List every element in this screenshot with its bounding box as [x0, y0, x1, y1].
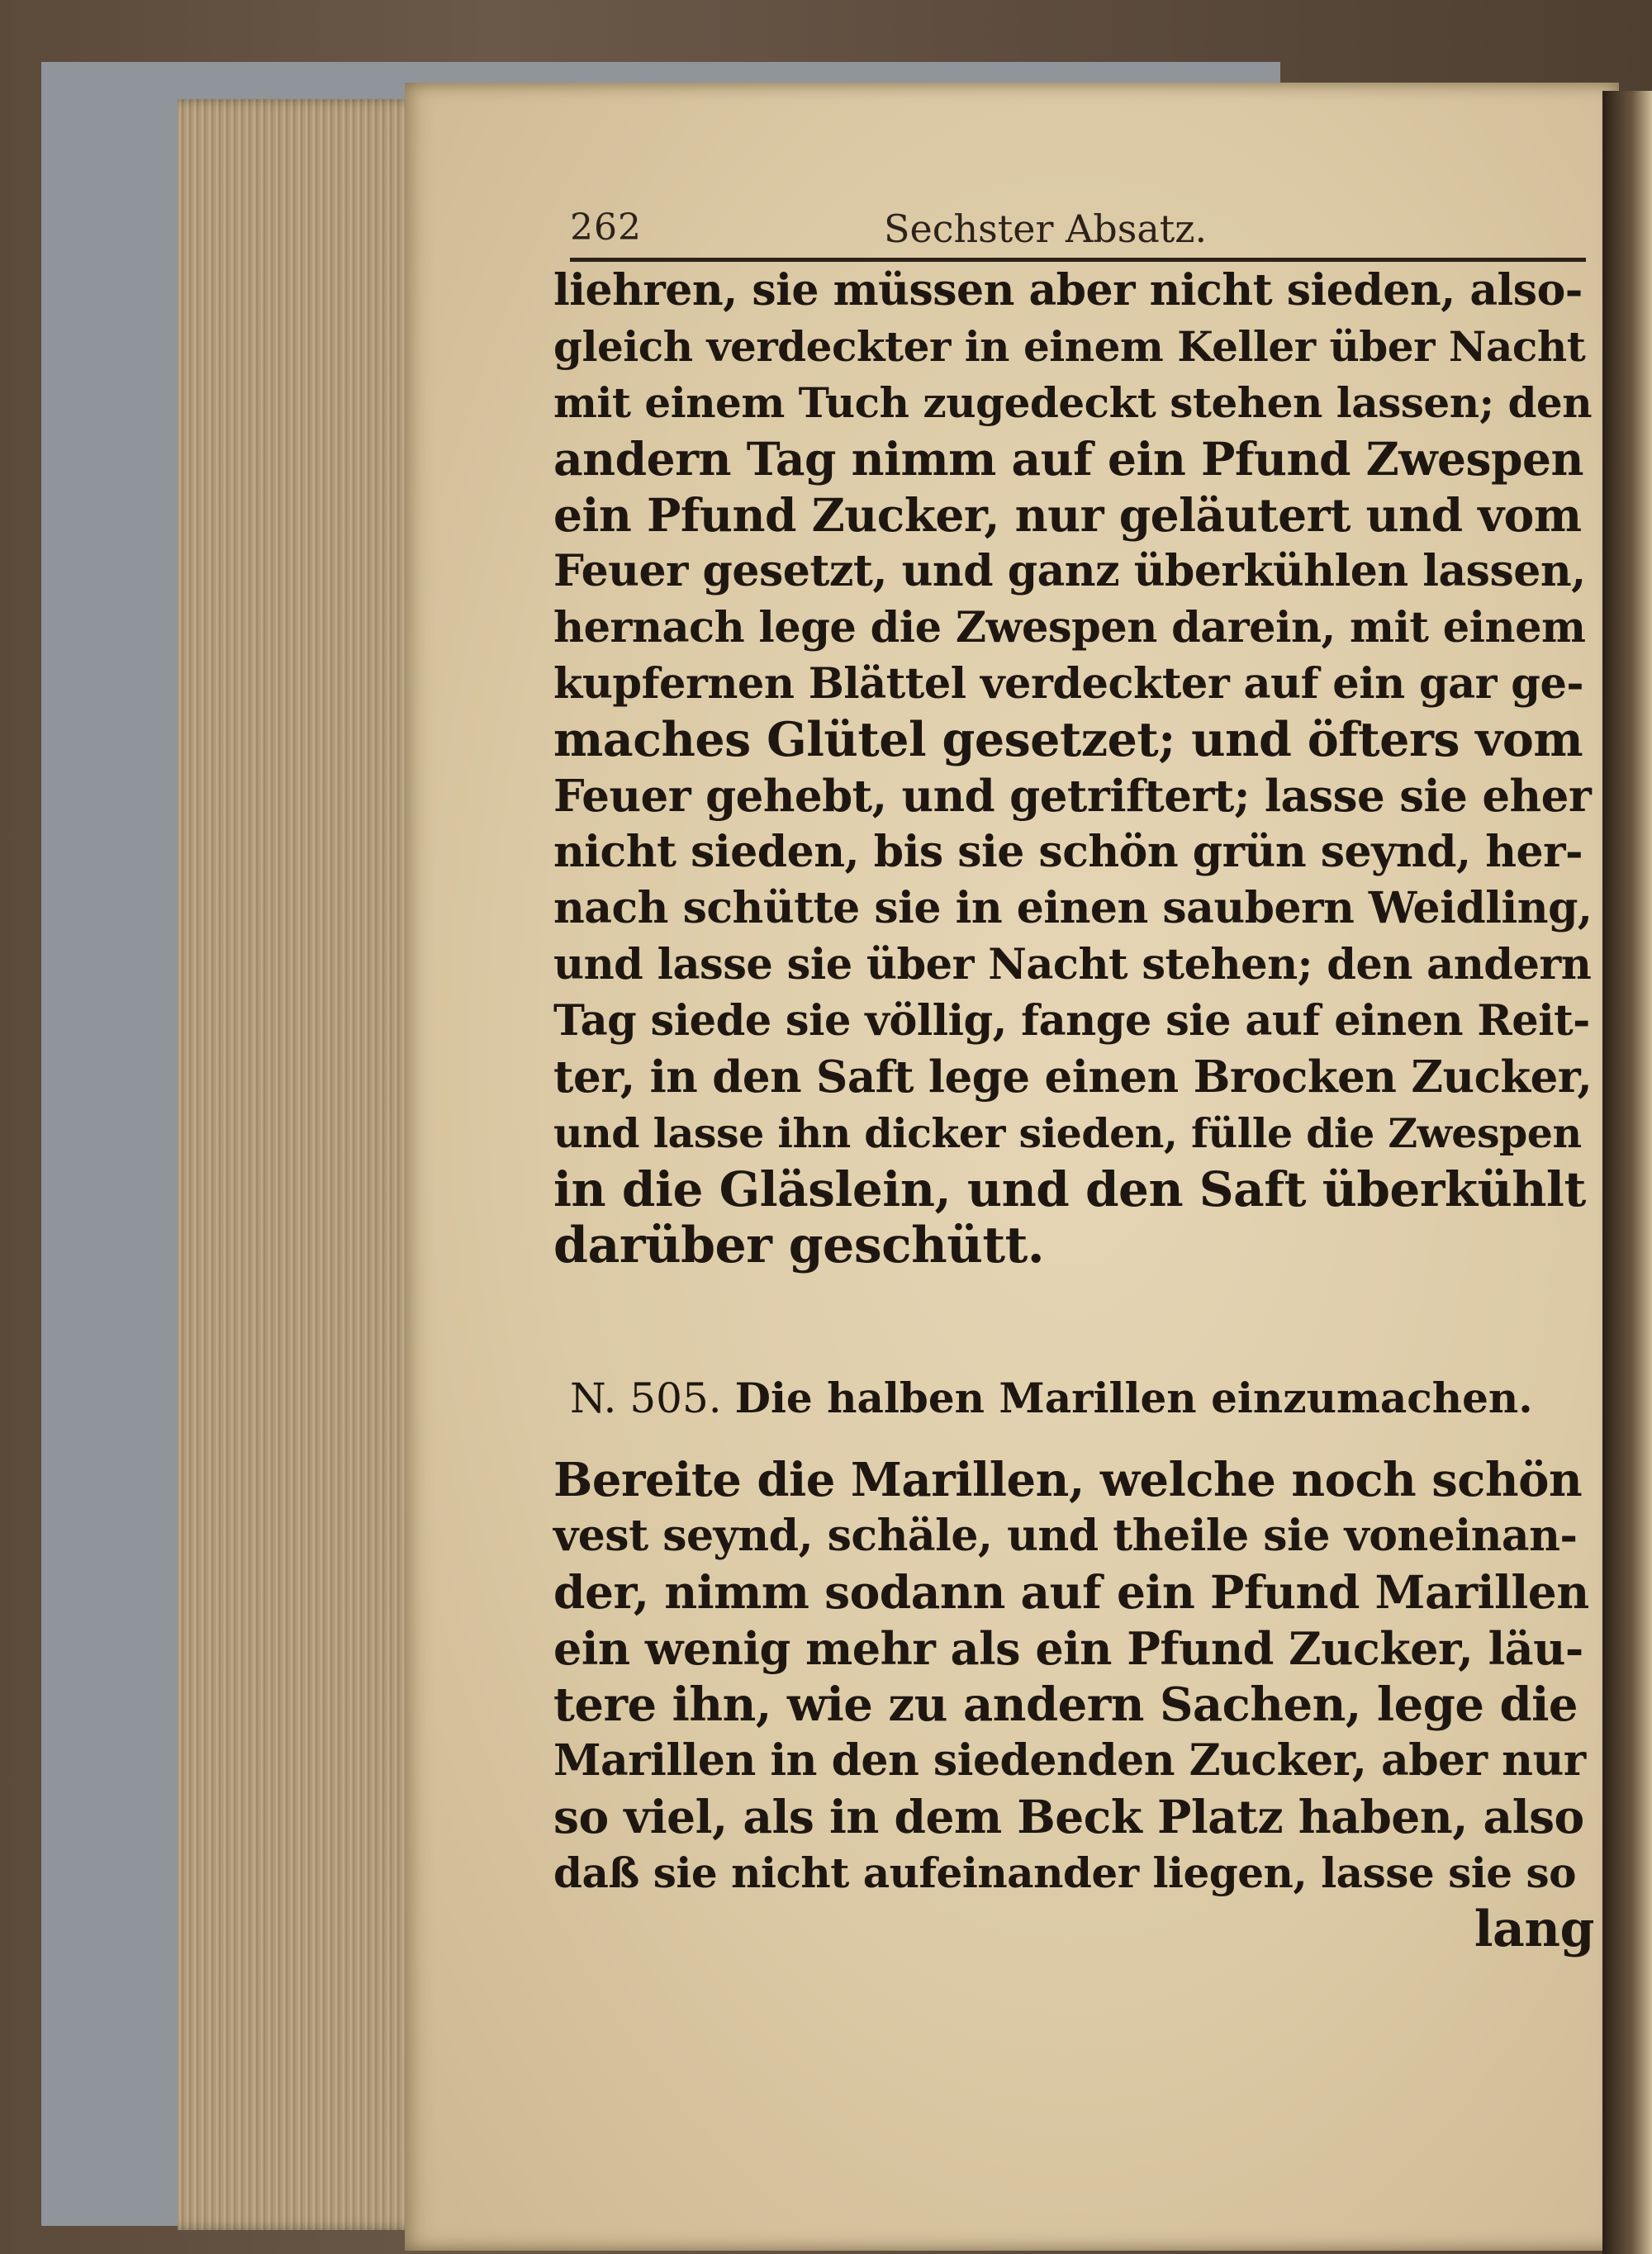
recipe-title: Die halben Marillen einzumachen. [734, 1374, 1533, 1422]
text-line: liehren, sie müssen aber nicht sieden, also- [553, 265, 1583, 316]
text-line: ein wenig mehr als ein Pfund Zucker, läu- [553, 1622, 1583, 1675]
text-line: der, nimm sodann auf ein Pfund Marillen [553, 1565, 1589, 1619]
text-line: Marillen in den siedenden Zucker, aber nur [553, 1735, 1586, 1786]
text-line: Tag siede sie völlig, fange sie auf einen Reit- [553, 996, 1590, 1046]
catchword: lang [1474, 1900, 1594, 1958]
text-line: vest seynd, schäle, und theile sie voneinan- [553, 1511, 1578, 1561]
book-page-edges [178, 99, 425, 2230]
text-line: in die Gläslein, und den Saft überkühlt [553, 1161, 1586, 1217]
text-line: darüber geschütt. [553, 1217, 1045, 1274]
text-line: so viel, als in dem Beck Platz haben, also [553, 1790, 1584, 1844]
text-line: Feuer gehebt, und getriftert; lasse sie eher [553, 771, 1592, 822]
text-line: maches Glütel gesetzet; und öfters vom [553, 712, 1583, 767]
text-line: hernach lege die Zwespen darein, mit einem [553, 603, 1586, 652]
text-line: nicht sieden, bis sie schön grün seynd, her- [553, 827, 1583, 877]
text-line: daß sie nicht aufeinander liegen, lasse sie so [553, 1848, 1576, 1897]
text-line: andern Tag nimm auf ein Pfund Zwespen [553, 432, 1583, 486]
recipe-heading [570, 1369, 1594, 1427]
book-gutter [1602, 91, 1652, 2254]
page-header [570, 206, 1586, 256]
recipe-number: N. 505. [570, 1374, 722, 1422]
text-line: nach schütte sie in einen saubern Weidling, [553, 883, 1593, 933]
text-line: gleich verdeckter in einem Keller über Nacht [553, 322, 1586, 371]
text-line: tere ihn, wie zu andern Sachen, lege die [553, 1677, 1578, 1732]
text-line: ein Pfund Zucker, nur geläutert und vom [553, 488, 1582, 542]
text-line: Bereite die Marillen, welche noch schön [553, 1453, 1583, 1507]
running-head: Sechster Absatz. [884, 206, 1208, 251]
text-line: mit einem Tuch zugedeckt stehen lassen; den [553, 378, 1593, 427]
text-line: und lasse ihn dicker sieden, fülle die Zwespen [553, 1109, 1582, 1157]
text-line: ter, in den Saft lege einen Brocken Zucker, [553, 1051, 1593, 1103]
page-number: 262 [570, 206, 642, 249]
header-rule [570, 258, 1586, 262]
text-line: kupfernen Blättel verdeckter auf ein gar ge- [553, 659, 1584, 709]
text-line: Feuer gesetzt, und ganz überkühlen lassen, [553, 546, 1586, 596]
paragraph-2 [553, 1452, 1594, 1957]
text-line: und lasse sie über Nacht stehen; den andern [553, 940, 1592, 989]
paragraph-1 [553, 263, 1594, 1274]
